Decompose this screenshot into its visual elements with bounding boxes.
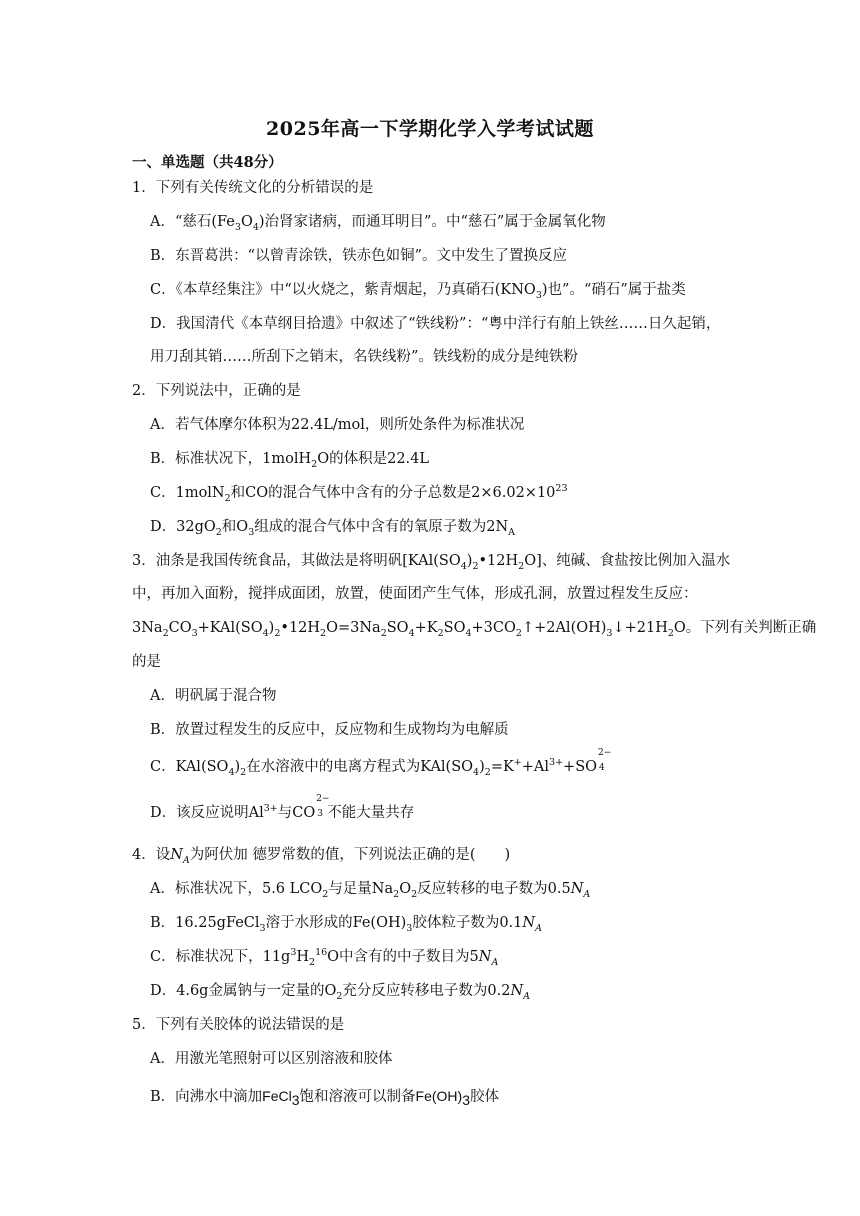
question-3-equation [132, 618, 816, 638]
sulfate-charge: 2− 4 [598, 748, 612, 773]
equation-subscript: 2 [380, 627, 387, 639]
equation-text: ↓+21H [612, 620, 668, 636]
equation-text: +KAl(SO [197, 620, 263, 636]
equation-subscript: 3 [606, 627, 613, 639]
question-3-stem-line-2: 中，再加入面粉，搅拌成面团，放置，使面团产生气体，形成孔洞，放置过程发生反应： [132, 586, 698, 602]
equation-text: +3CO [471, 620, 516, 636]
equation-text: CO [168, 620, 192, 636]
question-3-option-a: A．明矾属于混合物 [150, 688, 277, 704]
equation-text: +K [414, 620, 438, 636]
equation-subscript: 2 [667, 627, 674, 639]
question-4-option-b: B．16.25gFeCl$_3$溶于水形成的$Fe(OH)_3$胶体粒子数为$0.1N_A$ [150, 915, 542, 934]
question-2-option-c: C．1molN$_2$和CO的混合气体中含有的分子总数是$2\times 6.02\times 10^{23}$ [150, 483, 568, 504]
equation-subscript: 2 [437, 627, 444, 639]
equation-text: 3Na [132, 620, 163, 636]
equation-subscript: 2 [320, 627, 327, 639]
carbonate-charge: 2− 3 [316, 794, 330, 819]
equation-subscript: 2 [274, 627, 281, 639]
question-2-option-d: D．$32gO_2$和$O_3$组成的混合气体中含有的氧原子数为$2N_A$ [150, 519, 516, 538]
equation-subscript: 4 [465, 627, 472, 639]
question-3-option-b: B．放置过程发生的反应中，反应物和生成物均为电解质 [150, 722, 509, 738]
question-1-option-c: C．《本草经集注》中“以火烧之，紫青烟起，乃真硝石$(KNO_3)$也”。“硝石”属于盐类 [150, 282, 686, 301]
question-4-stem: 4．设$N_A$为阿伏加 德罗常数的值，下列说法正确的是( ) [132, 847, 511, 866]
question-3-option-d: D．该反应说明$Al^{3+}$与CO 2− 3 不能大量共存 [150, 794, 415, 821]
equation-text: O=3Na [326, 620, 381, 636]
question-3-stem: 3．油条是我国传统食品，其做法是将明矾$[KAl(SO_4)_2•12H_2O]$、纯碱、食盐按比例加入温水 [132, 553, 731, 572]
question-1-stem: 1．下列有关传统文化的分析错误的是 [132, 180, 374, 196]
equation-text: •12H [280, 620, 321, 636]
question-1-option-d: D．我国清代《本草纲目拾遗》中叙述了“铁线粉”：“粤中洋行有舶上铁丝……日久起销， [150, 316, 721, 332]
question-5-option-b: B．向沸水中滴加FeCl$_3$饱和溶液可以制备$Fe(OH)_3$胶体 [150, 1088, 499, 1108]
question-1-option-b: B．东晋葛洪：“以曾青涂铁，铁赤色如铜”。文中发生了置换反应 [150, 248, 567, 264]
equation-subscript: 3 [191, 627, 198, 639]
equation-subscript: 2 [515, 627, 522, 639]
exam-title: 2025年高一下学期化学入学考试试题 [266, 118, 594, 140]
equation-subscript: 2 [162, 627, 169, 639]
question-3-stem-line-4: 的是 [132, 654, 161, 670]
question-2-option-a: A．若气体摩尔体积为22.4L/mol，则所处条件为标准状况 [150, 417, 525, 433]
question-4-option-c: C．标准状况下，$11g^3H_2^{16}O$中含有的中子数目为$5N_A$ [150, 947, 499, 968]
equation-subscript: 4 [262, 627, 269, 639]
question-4-option-a: A．标准状况下，5.6 $LCO_2$与足量$Na_2O_2$反应转移的电子数为$0.5N_A$ [150, 881, 591, 900]
equation-subscript: 4 [408, 627, 415, 639]
question-5-stem: 5．下列有关胶体的说法错误的是 [132, 1017, 345, 1033]
equation-text: SO [443, 620, 466, 636]
question-1-option-d-continued: 用刀刮其销……所刮下之销末，名铁线粉”。铁线粉的成分是纯铁粉 [150, 349, 578, 365]
equation-text: SO [386, 620, 409, 636]
question-5-option-a: A．用激光笔照射可以区别溶液和胶体 [150, 1051, 393, 1067]
equation-text: ) [268, 620, 275, 636]
equation-text: O。下列有关判断正确 [673, 620, 817, 636]
question-2-stem: 2．下列说法中，正确的是 [132, 383, 301, 399]
question-2-option-b: B．标准状况下，1molH$_2$O的体积是22.4L [150, 451, 430, 470]
question-3-option-c: C．$KAl(SO_4)_2$在水溶液中的电离方程式为$KAl(SO_4)_2=K^++Al^{3+}+SO$ 2− 4 [150, 748, 612, 778]
question-4-option-d: D．4.6g金属钠与一定量的$O_2$充分反应转移电子数为$0.2N_A$ [150, 983, 531, 1002]
equation-text: ↑+2Al(OH) [521, 620, 607, 636]
question-1-option-a: A．“慈石$(Fe_3O_4)$治肾家诸病，而通耳明目”。中“慈石”属于金属氧化物 [150, 214, 606, 233]
section-heading: 一、单选题（共48分） [132, 154, 283, 171]
